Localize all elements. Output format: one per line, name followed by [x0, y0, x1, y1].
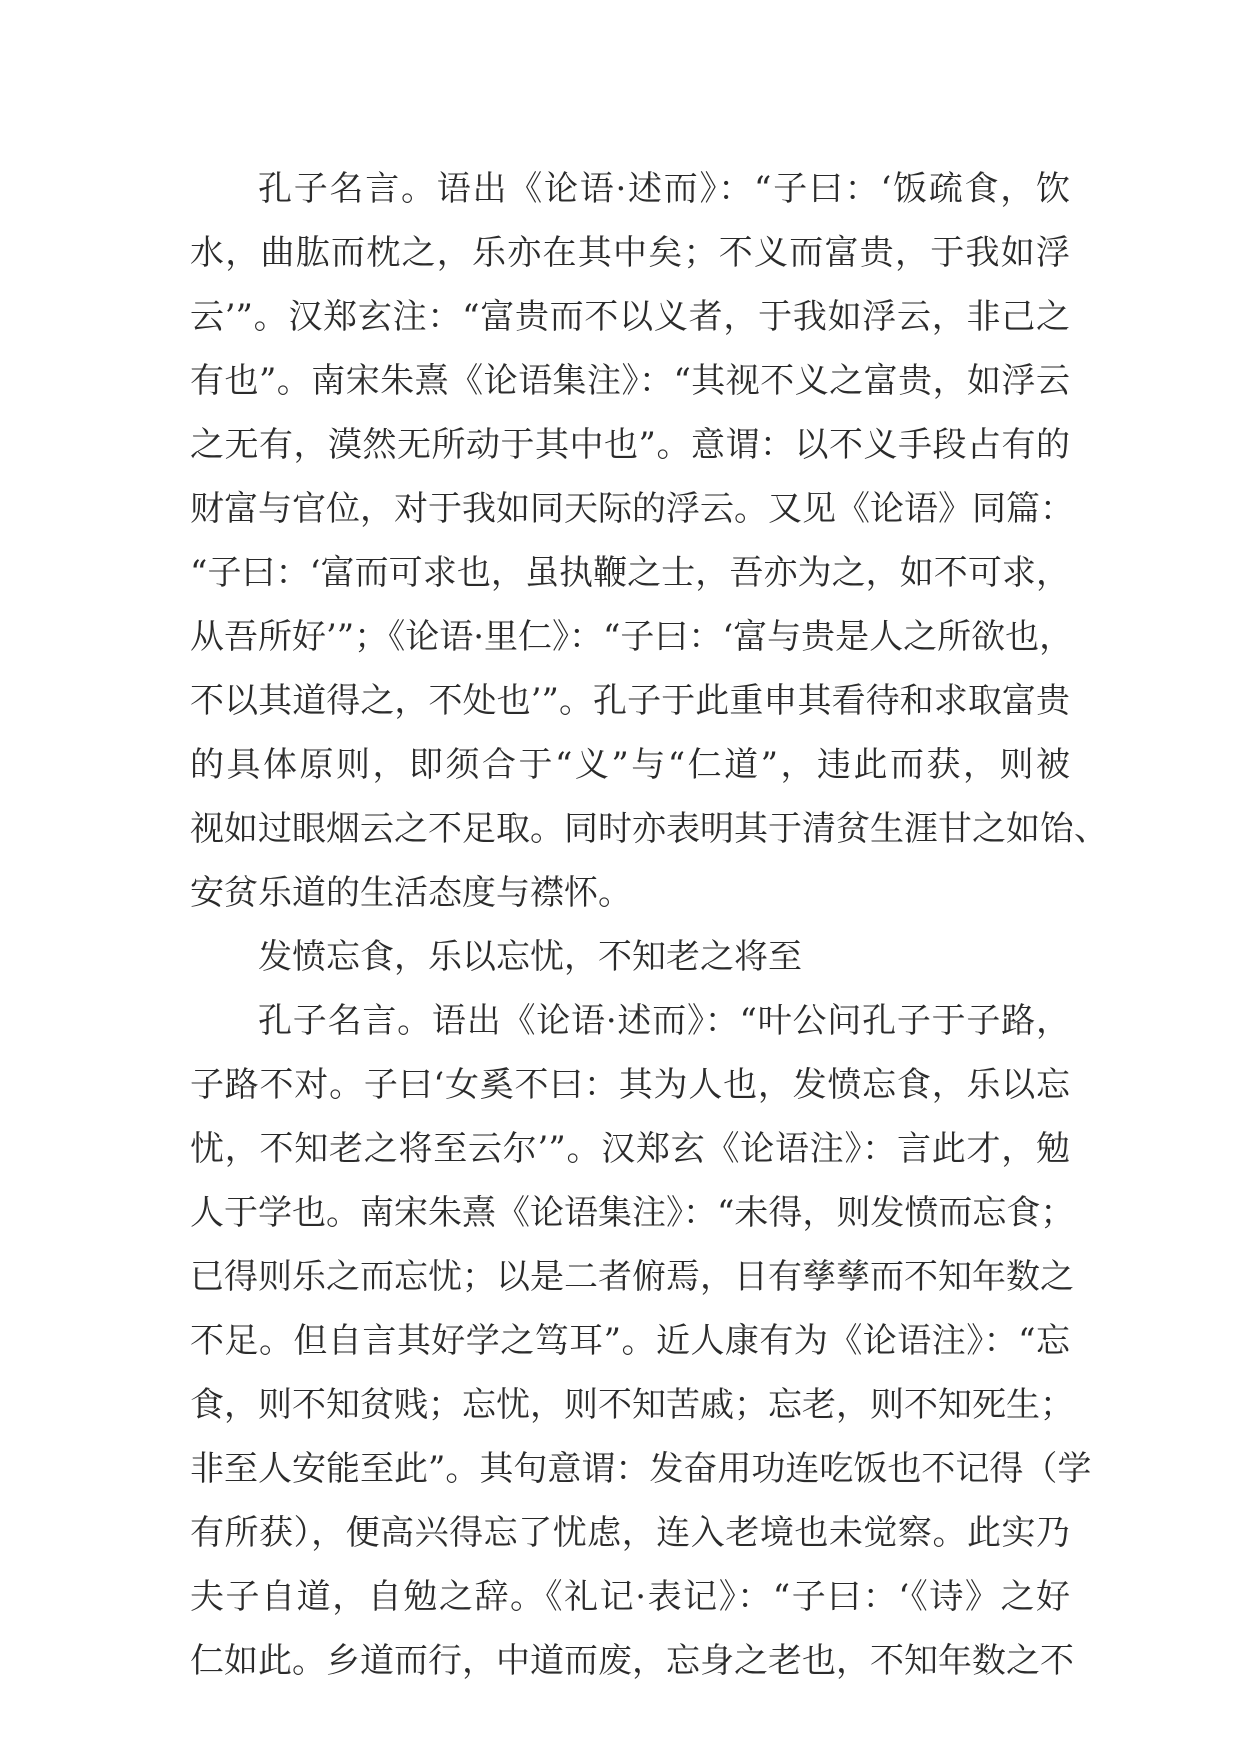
paragraph-line: 视如过眼烟云之不足取。同时亦表明其于清贫生涯甘之如饴、 [190, 809, 1108, 849]
paragraph-line: “子曰：‘富而可求也，虽执鞭之士，吾亦为之，如不可求， [190, 553, 1070, 593]
paragraph-line: 从吾所好’”；《论语·里仁》：“子曰：‘富与贵是人之所欲也， [190, 617, 1074, 657]
section-heading: 发愤忘食，乐以忘忧，不知老之将至 [258, 937, 802, 977]
paragraph-line: 财富与官位，对于我如同天际的浮云。又见《论语》同篇： [190, 489, 1074, 529]
paragraph-line: 食，则不知贫贱；忘忧，则不知苦戚；忘老，则不知死生； [190, 1385, 1074, 1425]
paragraph-line: 的具体原则，即须合于“义”与“仁道”，违此而获，则被 [190, 745, 1070, 785]
paragraph-line: 不以其道得之，不处也’”。孔子于此重申其看待和求取富贵 [190, 681, 1071, 721]
paragraph-line: 有所获），便高兴得忘了忧虑，连入老境也未觉察。此实乃 [190, 1513, 1070, 1553]
paragraph-line: 子路不对。子曰‘女奚不曰：其为人也，发愤忘食，乐以忘 [190, 1065, 1070, 1105]
paragraph-line: 之无有，漠然无所动于其中也”。意谓：以不义手段占有的 [190, 425, 1070, 465]
paragraph-line: 忧，不知老之将至云尔’”。汉郑玄《论语注》：言此才，勉 [190, 1129, 1071, 1169]
paragraph-line: 已得则乐之而忘忧；以是二者俯焉，日有孳孳而不知年数之 [190, 1257, 1074, 1297]
paragraph-line: 不足。但自言其好学之笃耳”。近人康有为《论语注》：“忘 [190, 1321, 1070, 1361]
paragraph-line: 安贫乐道的生活态度与襟怀。 [190, 873, 632, 913]
document-body [190, 157, 1108, 1693]
paragraph-line: 孔子名言。语出《论语·述而》：“子曰：‘饭疏食，饮 [258, 169, 1070, 209]
paragraph-line: 水，曲肱而枕之，乐亦在其中矣；不义而富贵，于我如浮 [190, 233, 1070, 273]
paragraph-line: 孔子名言。语出《论语·述而》：“叶公问孔子于子路， [258, 1001, 1070, 1041]
paragraph-line: 非至人安能至此”。其句意谓：发奋用功连吃饭也不记得（学 [190, 1449, 1092, 1489]
paragraph-line: 云’”。汉郑玄注：“富贵而不以义者，于我如浮云，非己之 [190, 297, 1070, 337]
paragraph-line: 人于学也。南宋朱熹《论语集注》：“未得，则发愤而忘食； [190, 1193, 1075, 1233]
paragraph-line: 仁如此。乡道而行，中道而废，忘身之老也，不知年数之不 [190, 1641, 1074, 1681]
paragraph-line: 夫子自道，自勉之辞。《礼记·表记》：“子曰：‘《诗》之好 [190, 1577, 1070, 1617]
paragraph-line: 有也”。南宋朱熹《论语集注》：“其视不义之富贵，如浮云 [190, 361, 1070, 401]
